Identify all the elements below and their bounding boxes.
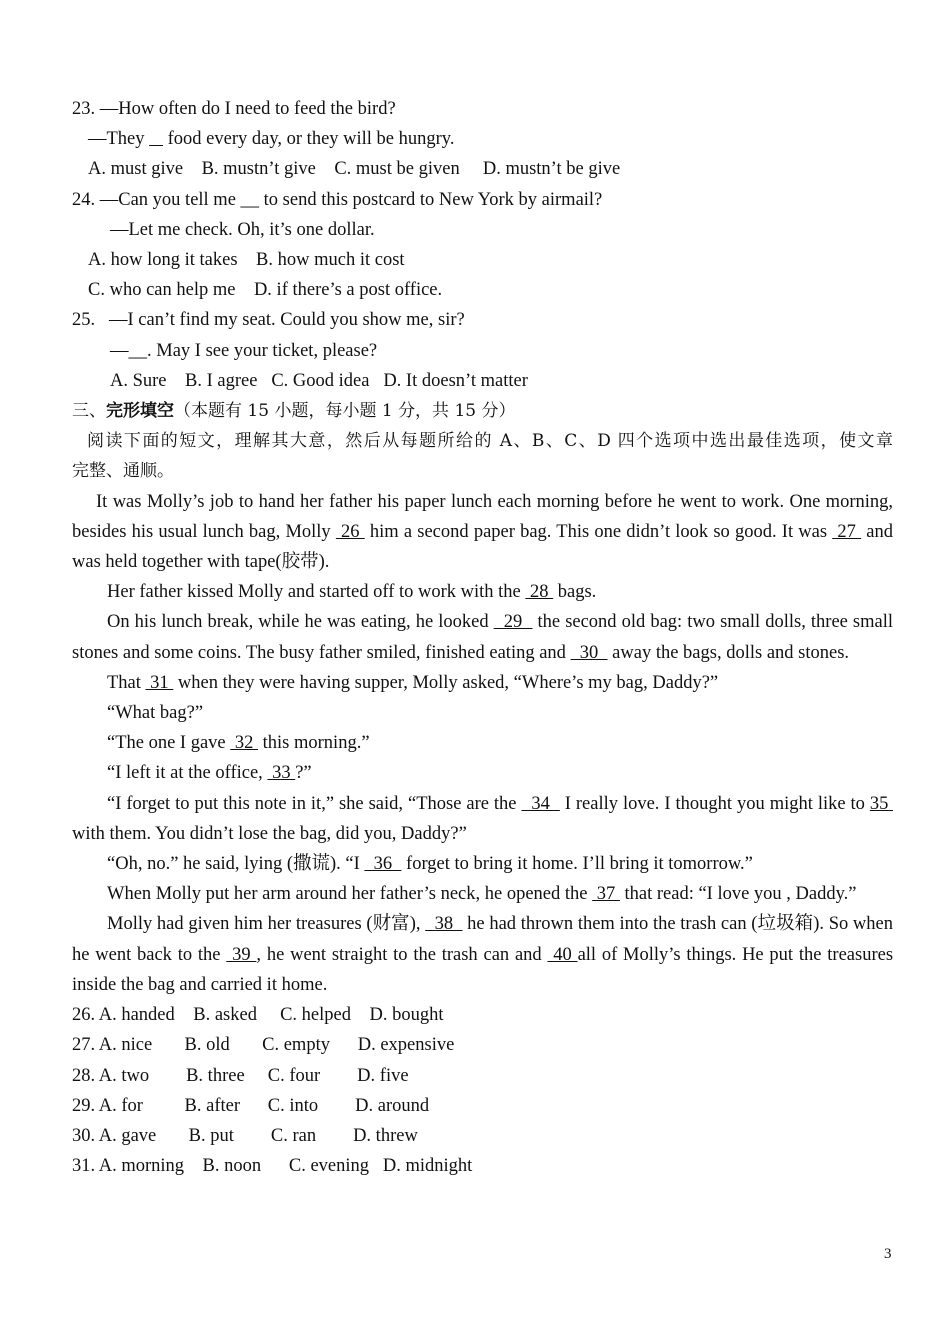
blank-36: 36 [364,854,402,875]
passage-paragraph-5: “What bag?” [107,703,204,724]
passage-paragraph-3 [72,607,893,667]
question-24-answer: ―Let me check. Oh, it’s one dollar. [110,219,375,240]
section-title: 完形填空 [106,401,174,422]
question-25-options: A. Sure B. I agree C. Good idea D. It doesn’t matter [110,370,528,391]
passage-text: the second old bag: two small dolls, three small stones and some coins. The busy father smiled, finished eating and [72,612,894,663]
options-30: 30. A. gave B. put C. ran D. threw [72,1125,418,1146]
passage-text: Molly had given him her treasures (财富), [107,914,426,935]
section-number: 三、 [72,401,106,422]
passage-text: “I left it at the office, [107,763,268,784]
passage-text: when they were having supper, Molly asked, “Where’s my bag, Daddy?” [173,672,719,693]
passage-paragraph-10 [72,879,893,909]
passage-text: , he went straight to the trash can and [256,944,548,965]
options-27: 27. A. nice B. old C. empty D. expensive [72,1035,455,1056]
passage-text: forget to bring it home. I’ll bring it tomorrow.” [401,854,753,875]
answer-text: ―They [88,129,150,150]
section-3-instructions: 阅读下面的短文，理解其大意，然后从每题所给的 A、B、C、D 四个选项中选出最佳选项，使文章 [87,431,893,452]
passage-paragraph-4 [72,668,893,698]
passage-text: “Oh, no.” he said, lying (撒谎). “I [107,854,365,875]
passage-text: That [107,672,146,693]
blank-37: 37 [592,884,620,905]
blank-34: 34 [521,793,560,814]
options-29: 29. A. for B. after C. into D. around [72,1095,430,1116]
options-31: 31. A. morning B. noon C. evening D. midnight [72,1156,473,1177]
section-note: （本题有 15 小题，每小题 1 分，共 15 分） [174,401,516,422]
passage-text: “I forget to put this note in it,” she said, “Those are the [107,793,522,814]
passage-text: “The one I gave [107,733,231,754]
question-23-answer [72,124,893,154]
blank-28: 28 [525,582,554,603]
question-24: 24. ―Can you tell me __ to send this postcard to New York by airmail? [72,189,603,210]
passage-paragraph-8 [72,789,893,849]
passage-text: away the bags, dolls and stones. [607,642,850,663]
passage-paragraph-1 [72,487,893,578]
passage-text: all of Molly’s things. He put the treasures inside the bag and carried it home. [72,944,894,995]
passage-text: he had thrown them into the trash can (垃圾箱). So when he went back to the [72,914,893,965]
passage-text: and was held together with tape(胶带). [72,521,894,573]
passage-text: this morning.” [258,733,370,754]
blank-26: 26 [335,521,365,542]
options-26: 26. A. handed B. asked C. helped D. bought [72,1005,444,1026]
blank-39: 39 [226,944,257,965]
exam-page [72,94,893,1181]
passage-paragraph-6 [72,728,893,758]
answer-text: food every day, or they will be hungry. [163,129,455,150]
passage-text: I really love. I thought you might like to [559,793,870,814]
blank-31: 31 [145,672,174,693]
passage-text: When Molly put her arm around her father’s neck, he opened the [107,884,593,905]
passage-paragraph-7 [72,758,893,788]
options-28: 28. A. two B. three C. four D. five [72,1065,409,1086]
passage-text: On his lunch break, while he was eating, he looked [107,612,494,633]
page-number: 3 [884,1246,892,1262]
passage-text: It was Molly’s job to hand her father his paper lunch each morning before he went to work. One morning, besides his usual lunch bag, Molly [72,491,893,542]
passage-text: ?” [295,763,312,784]
question-24-options-2: C. who can help me D. if there’s a post office. [88,280,443,301]
blank-38: 38 [425,914,463,935]
question-25-answer: ―__. May I see your ticket, please? [110,340,378,361]
question-24-options-1: A. how long it takes B. how much it cost [88,250,405,271]
blank-27: 27 [832,521,862,542]
blank [149,129,163,149]
blank-33: 33 [267,763,296,784]
passage-text: Her father kissed Molly and started off to work with the [107,582,526,603]
blank-29: 29 [493,612,533,633]
question-23-options: A. must give B. mustn’t give C. must be given D. mustn’t be give [88,159,621,180]
passage-text: him a second paper bag. This one didn’t look so good. It was [364,521,833,542]
passage-paragraph-9 [72,849,893,879]
passage-text: that read: “I love you , Daddy.” [619,884,857,905]
passage-paragraph-11 [72,909,893,1000]
question-23: 23. ―How often do I need to feed the bird? [72,99,396,119]
blank-40: 40 [547,944,578,965]
section-3-instructions-cont: 完整、通顺。 [72,461,174,482]
passage-paragraph-2 [72,577,893,607]
section-3-heading [72,396,893,426]
passage-text: with them. You didn’t lose the bag, did you, Daddy?” [72,823,467,844]
question-25: 25. ―I can’t find my seat. Could you show me, sir? [72,310,465,331]
blank-32: 32 [230,733,259,754]
blank-30: 30 [570,642,608,663]
blank-35: 35 [869,793,893,814]
passage-text: bags. [553,582,597,603]
